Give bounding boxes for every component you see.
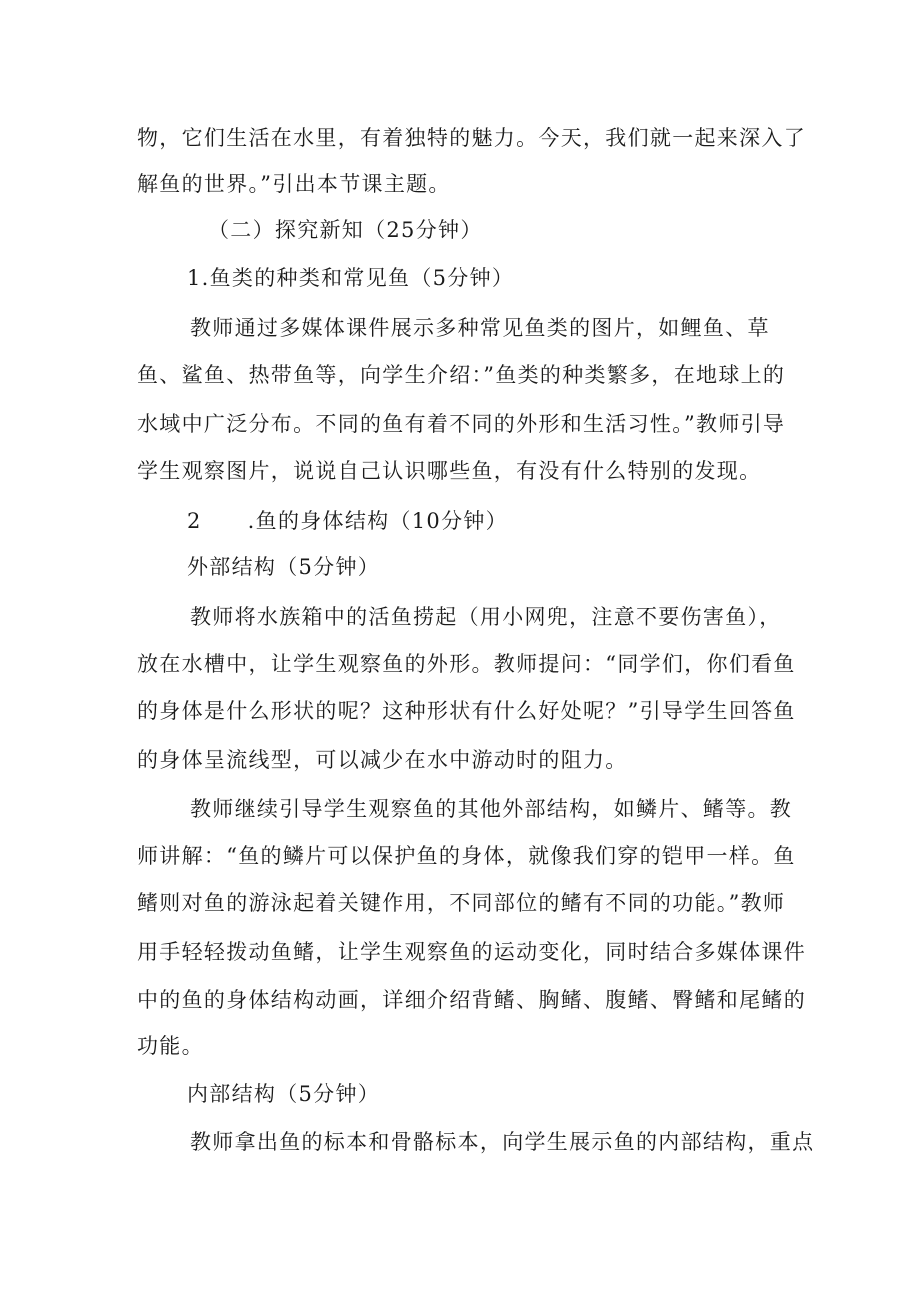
paragraph-line: 的身体呈流线型，可以减少在水中游动时的阻力。 bbox=[137, 748, 628, 772]
paragraph-line: 鳍则对鱼的游泳起着关键作用，不同部位的鳍有不同的功能。”教师 bbox=[137, 891, 786, 915]
subsection-heading bbox=[187, 507, 508, 535]
sub-heading: 内部结构（5分钟） bbox=[187, 1082, 381, 1106]
paragraph-line: 的身体是什么形状的呢？这种形状有什么好处呢？”引导学生回答鱼 bbox=[137, 699, 796, 723]
paragraph-line: 教师通过多媒体课件展示多种常见鱼类的图片，如鲤鱼、草 bbox=[190, 316, 770, 340]
paragraph-line: 解鱼的世界。”引出本节课主题。 bbox=[137, 172, 451, 196]
paragraph-line: 放在水槽中，让学生观察鱼的外形。教师提问：“同学们，你们看鱼 bbox=[137, 652, 796, 676]
subsection-heading: 1.鱼类的种类和常见鱼（5分钟） bbox=[187, 266, 515, 290]
paragraph-line: 学生观察图片，说说自己认识哪些鱼，有没有什么特别的发现。 bbox=[137, 459, 762, 483]
paragraph-line: 教师继续引导学生观察鱼的其他外部结构，如鳞片、鳍等。教 bbox=[190, 797, 793, 821]
heading-text: .鱼的身体结构（10分钟） bbox=[247, 509, 508, 533]
paragraph-line: 中的鱼的身体结构动画，详细介绍背鳍、胸鳍、腹鳍、臀鳍和尾鳍的 bbox=[137, 988, 806, 1012]
sub-heading: 外部结构（5分钟） bbox=[187, 555, 381, 579]
section-heading: （二）探究新知（25分钟） bbox=[208, 218, 483, 242]
paragraph-line: 鱼、鲨鱼、热带鱼等，向学生介绍：”鱼类的种类繁多，在地球上的 bbox=[137, 363, 786, 387]
paragraph-line: 功能。 bbox=[137, 1034, 204, 1058]
heading-number: 2 bbox=[187, 509, 202, 533]
paragraph-line: 教师将水族箱中的活鱼捞起（用小网兜，注意不要伤害鱼）， bbox=[190, 605, 782, 629]
paragraph-line: 物，它们生活在水里，有着独特的魅力。今天，我们就一起来深入了 bbox=[137, 126, 806, 150]
paragraph-line: 教师拿出鱼的标本和骨骼标本，向学生展示鱼的内部结构，重点 bbox=[190, 1130, 815, 1154]
paragraph-line: 水域中广泛分布。不同的鱼有着不同的外形和生活习性。”教师引导 bbox=[137, 412, 786, 436]
paragraph-line: 用手轻轻拨动鱼鳍，让学生观察鱼的运动变化，同时结合多媒体课件 bbox=[137, 940, 806, 964]
paragraph-line: 师讲解：“鱼的鳞片可以保护鱼的身体，就像我们穿的铠甲一样。鱼 bbox=[137, 844, 796, 868]
